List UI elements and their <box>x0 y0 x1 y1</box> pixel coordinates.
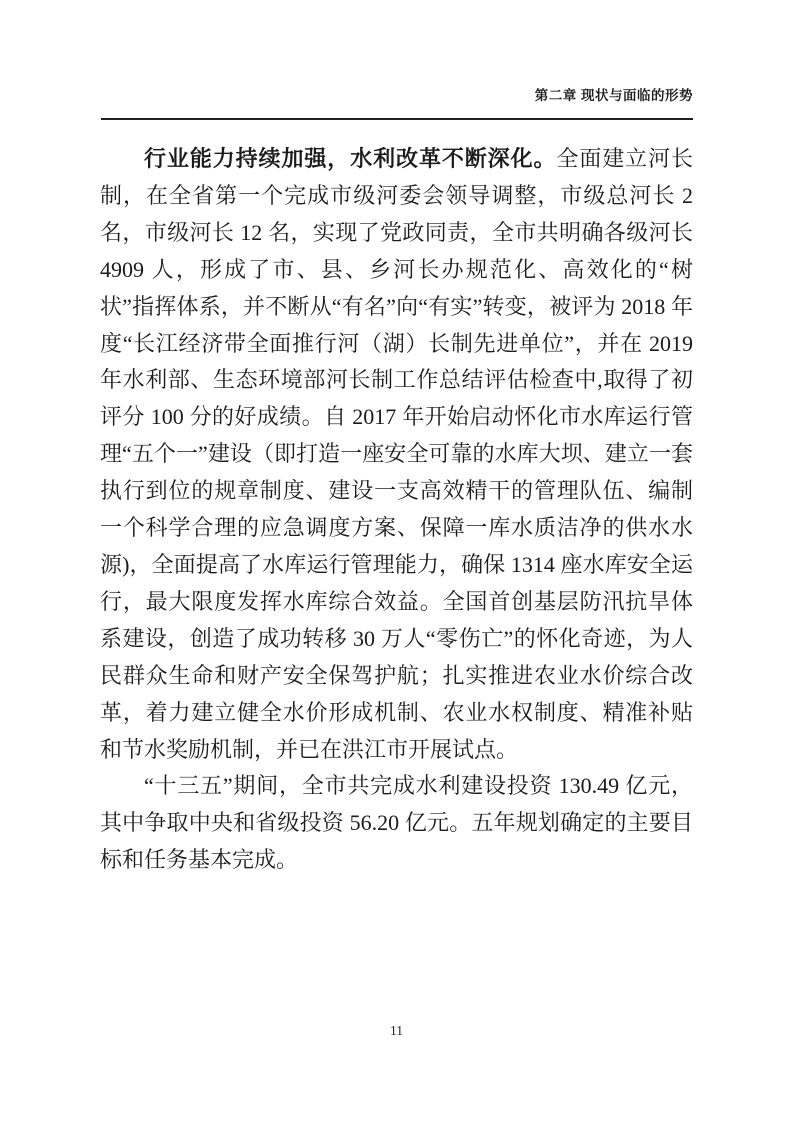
paragraph-body-text: 全面建立河长制，在全省第一个完成市级河委会领导调整，市级总河长 2 名，市级河长 12 名，实现了党政同责，全市共明确各级河长 4909 人，形成了市、县、乡河长办规范化、高效化的“树状”指挥体系，并不断从“有名”向“有实”转变，被评为 2018 年度“长江经济带全面推行河（湖）长制先进单位”，并在 2019 年水利部、生态环境部河长制工作总结评估检查中,取得了初评分 100 分的好成绩。自 2017 年开始启动怀化市水库运行管理“五个一”建设（即打造一座安全可靠的水库大坝、建立一套执行到位的规章制度、建设一支高效精干的管理队伍、编制一个科学合理的应急调度方案、保障一库水质洁净的供水水源)，全面提高了水库运行管理能力，确保 1314 座水库安全运行，最大限度发挥水库综合效益。全国首创基层防汛抗旱体系建设，创造了成功转移 30 万人“零伤亡”的怀化奇迹，为人民群众生命和财产安全保驾护航；扎实推进农业水价综合改革，着力建立健全水价形成机制、农业水权制度、精准补贴和节水奖励机制，并已在洪江市开展试点。 <box>100 146 693 762</box>
body-paragraph <box>100 141 693 768</box>
chapter-title: 第二章 现状与面临的形势 <box>534 88 693 103</box>
paragraph-lead-text: 行业能力持续加强，水利改革不断深化。 <box>144 146 557 171</box>
page-header <box>100 86 693 106</box>
header-rule <box>101 118 693 120</box>
paragraph-body-text: “十三五”期间，全市共完成水利建设投资 130.49 亿元，其中争取中央和省级投资 56.20 亿元。五年规划确定的主要目标和任务基本完成。 <box>100 773 693 873</box>
page-body <box>100 141 693 879</box>
body-paragraph <box>100 768 693 879</box>
page-footer <box>0 1022 793 1040</box>
page-number: 11 <box>390 1023 403 1038</box>
